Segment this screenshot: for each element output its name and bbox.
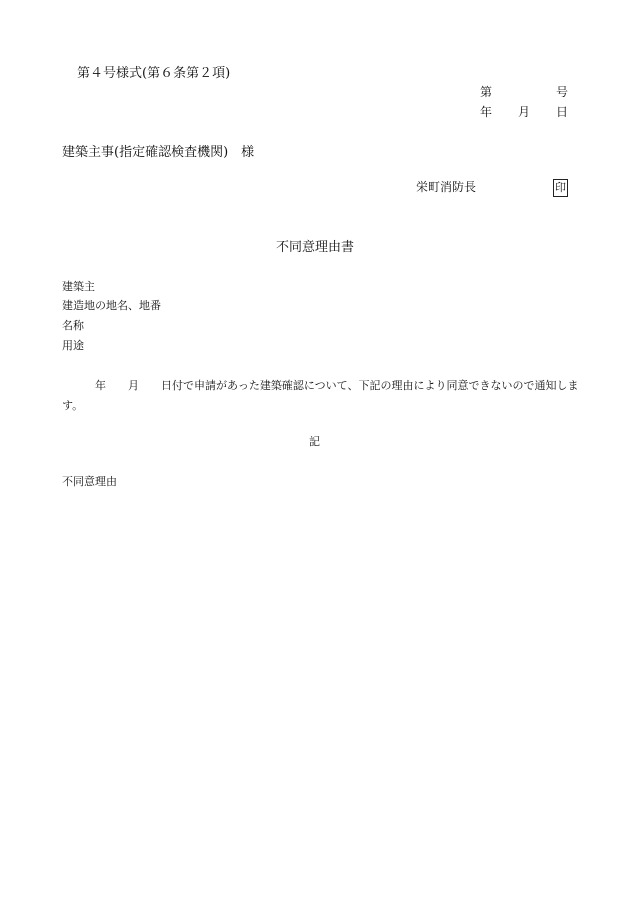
notice-body (62, 376, 582, 416)
date-day: 日 (556, 105, 569, 119)
document-number-suffix: 号 (556, 85, 569, 99)
form-number: 第４号様式(第６条第２項) (77, 66, 231, 81)
document-title: 不同意理由書 (276, 240, 355, 255)
document-number-prefix: 第 (480, 85, 493, 99)
sender-title: 栄町消防長 (416, 180, 477, 194)
ki-heading: 記 (309, 435, 320, 448)
field-label-name: 名称 (62, 319, 84, 332)
seal-mark: 印 (553, 179, 568, 197)
addressee: 建築主事(指定確認検査機関) 様 (62, 145, 255, 160)
date-month: 月 (518, 105, 531, 119)
field-label-owner: 建築主 (62, 280, 95, 293)
field-label-location: 建造地の地名、地番 (62, 299, 161, 312)
reason-label: 不同意理由 (62, 475, 117, 488)
notice-body-text: 年 月 日付で申請があった建築確認について、下記の理由により同意できないので通知します。 (62, 379, 579, 412)
field-label-use: 用途 (62, 339, 84, 352)
date-year: 年 (480, 105, 493, 119)
